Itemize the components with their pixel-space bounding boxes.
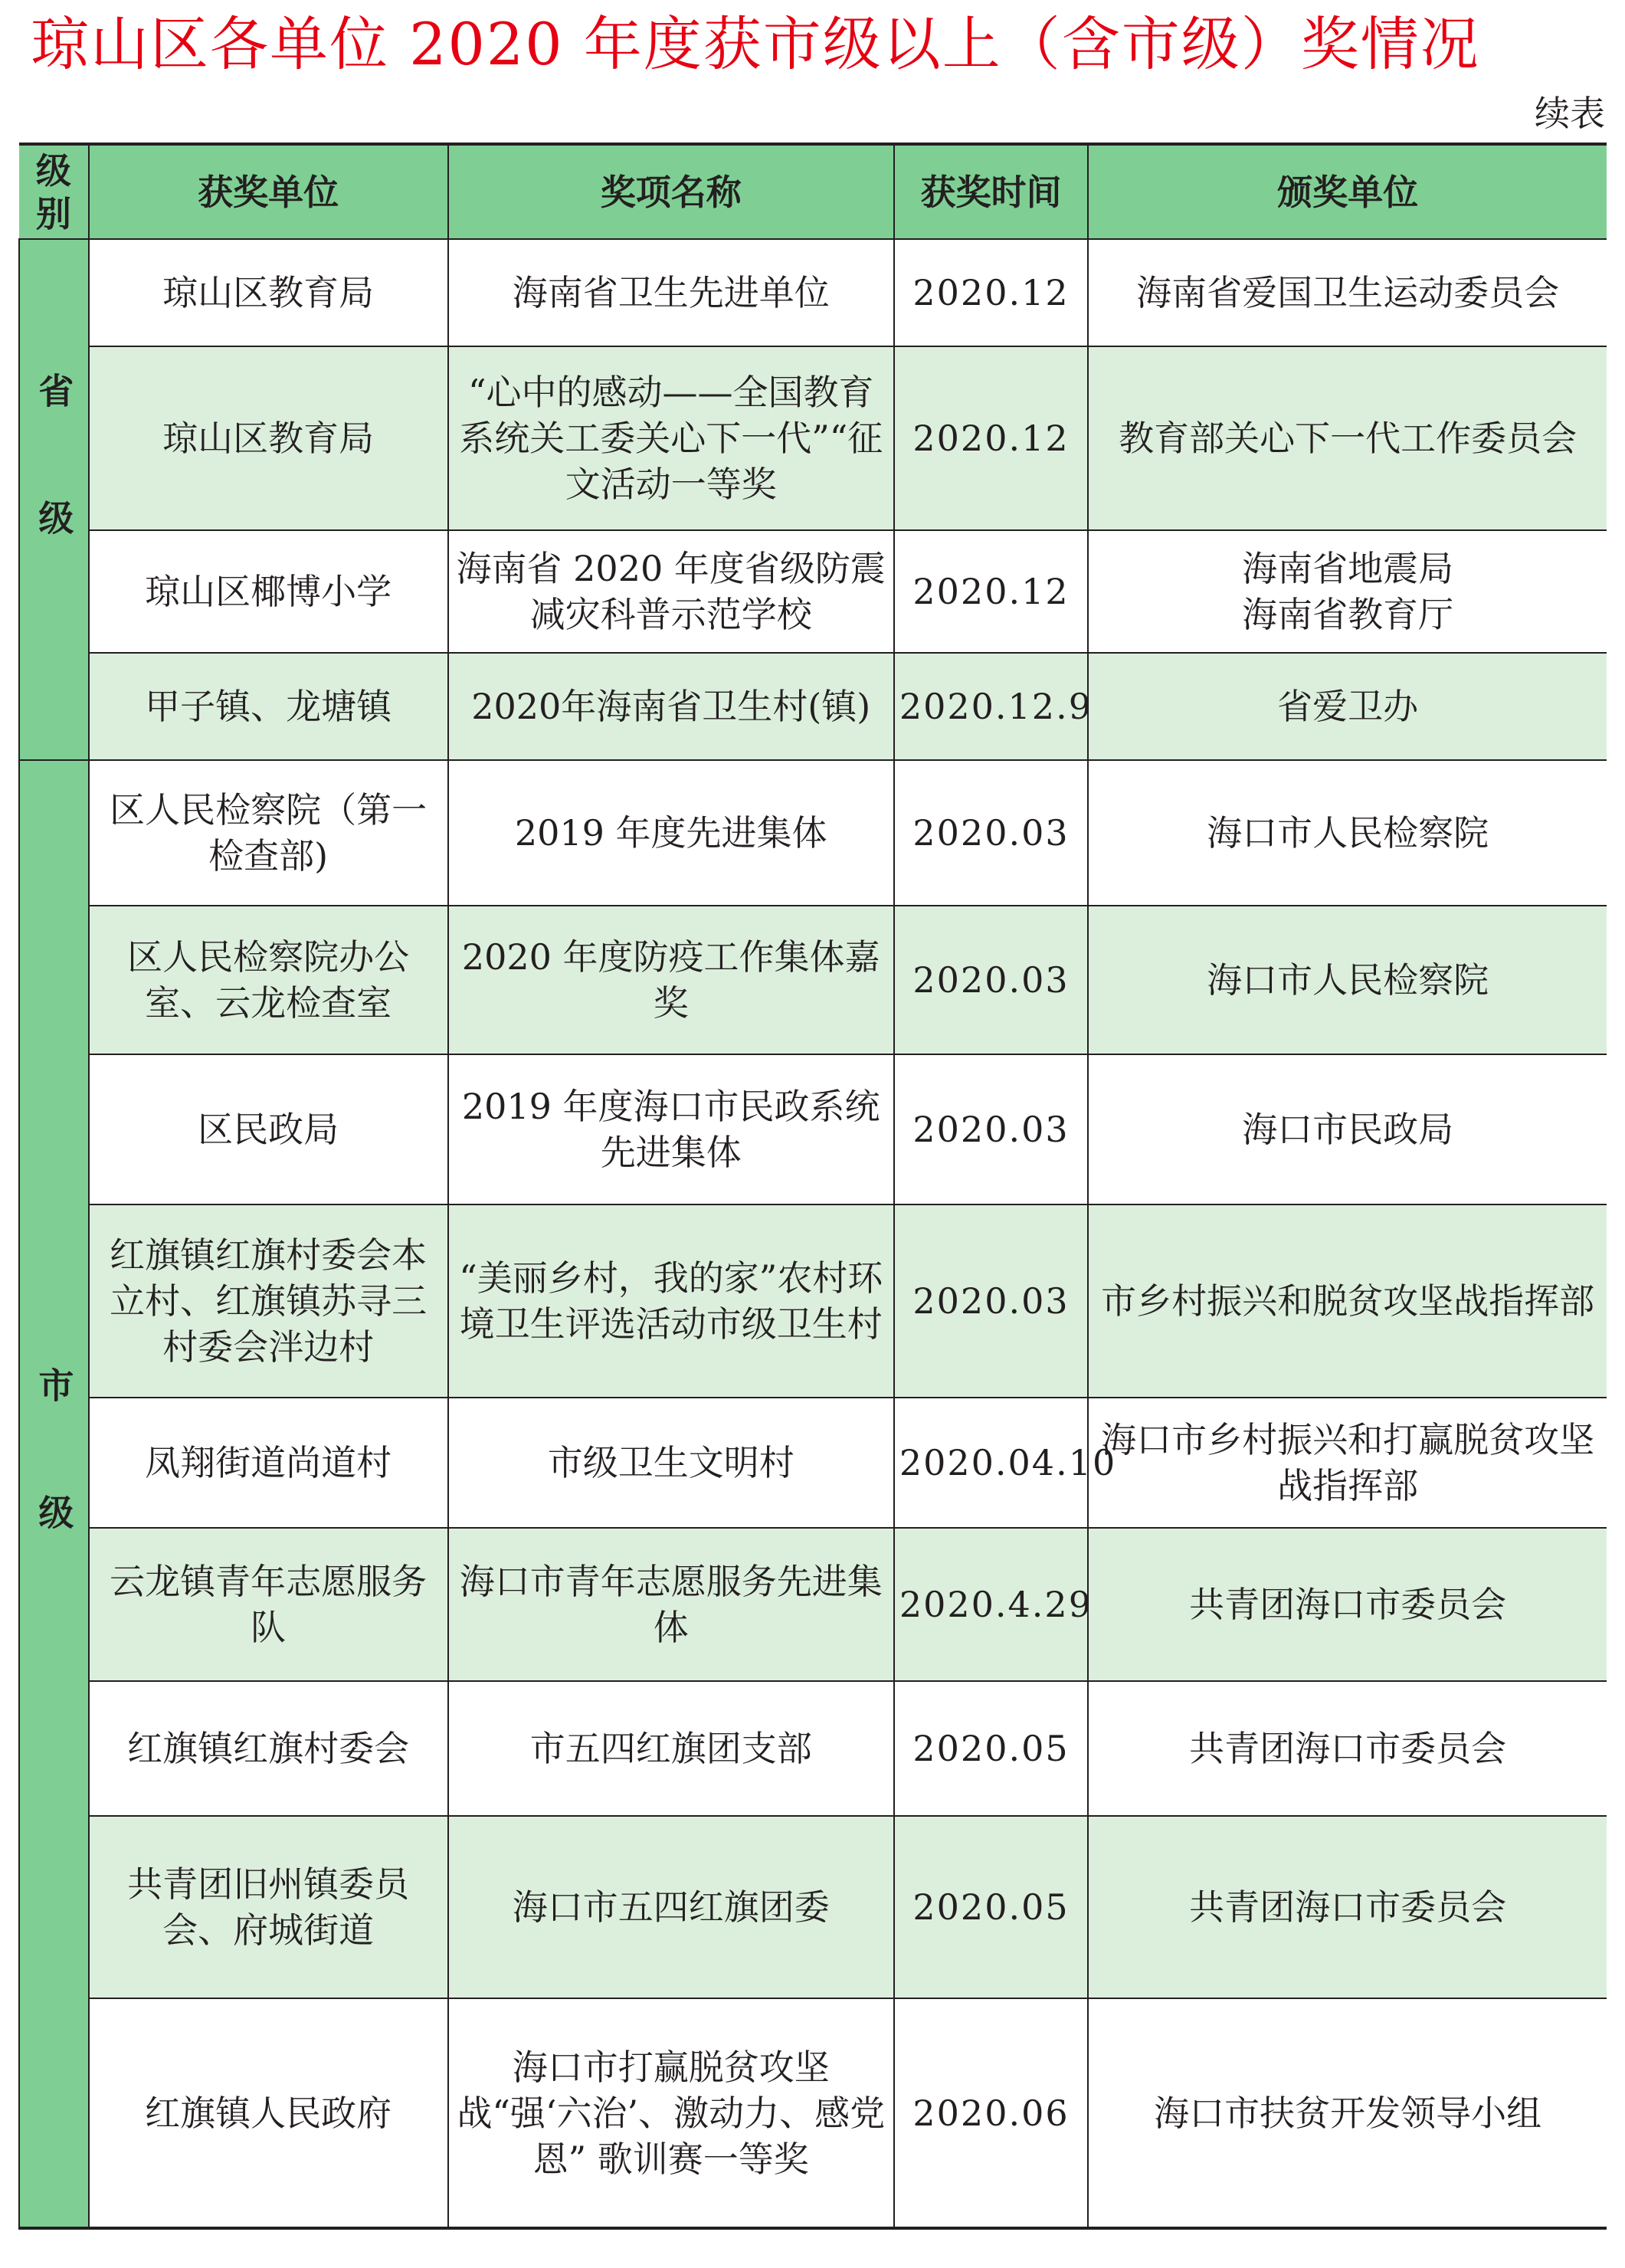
issuer-cell: 海口市人民检察院 xyxy=(1088,760,1607,906)
unit-cell: 云龙镇青年志愿服务队 xyxy=(89,1528,448,1681)
unit-cell: 红旗镇人民政府 xyxy=(89,1998,448,2228)
date-cell: 2020.12 xyxy=(894,530,1088,653)
award-cell: 市级卫生文明村 xyxy=(448,1398,894,1528)
table-row xyxy=(19,1681,1607,1816)
continued-label: 续表 xyxy=(1535,93,1605,134)
page-title: 琼山区各单位 2020 年度获市级以上（含市级）奖情况 xyxy=(31,10,1480,78)
date-cell: 2020.04.10 xyxy=(894,1398,1088,1528)
issuer-cell: 共青团海口市委员会 xyxy=(1088,1528,1607,1681)
table-row xyxy=(19,239,1607,346)
date-cell: 2020.05 xyxy=(894,1681,1088,1816)
column-header-award: 奖项名称 xyxy=(448,144,894,239)
table-row xyxy=(19,1054,1607,1204)
unit-cell: 红旗镇红旗村委会本立村、红旗镇苏寻三村委会泮边村 xyxy=(89,1204,448,1398)
table-row xyxy=(19,346,1607,530)
header-row xyxy=(19,144,1607,239)
award-cell: 海口市青年志愿服务先进集体 xyxy=(448,1528,894,1681)
award-cell: 海口市五四红旗团委 xyxy=(448,1816,894,1998)
issuer-cell: 省爱卫办 xyxy=(1088,653,1607,760)
award-cell: 2020年海南省卫生村(镇) xyxy=(448,653,894,760)
table-row xyxy=(19,530,1607,653)
table-row xyxy=(19,1816,1607,1998)
award-cell: “心中的感动——全国教育系统关工委关心下一代”“征文活动一等奖 xyxy=(448,346,894,530)
issuer-cell: 海南省爱国卫生运动委员会 xyxy=(1088,239,1607,346)
level-cell-municipal: 市级 xyxy=(19,760,89,2228)
date-cell: 2020.12.9 xyxy=(894,653,1088,760)
award-cell: “美丽乡村，我的家”农村环境卫生评选活动市级卫生村 xyxy=(448,1204,894,1398)
date-cell: 2020.12 xyxy=(894,346,1088,530)
date-cell: 2020.12 xyxy=(894,239,1088,346)
issuer-cell: 海南省地震局 海南省教育厅 xyxy=(1088,530,1607,653)
issuer-cell: 海口市乡村振兴和打赢脱贫攻坚战指挥部 xyxy=(1088,1398,1607,1528)
table-row xyxy=(19,1998,1607,2228)
unit-cell: 区人民检察院（第一检查部) xyxy=(89,760,448,906)
issuer-cell: 海口市民政局 xyxy=(1088,1054,1607,1204)
unit-cell: 凤翔街道尚道村 xyxy=(89,1398,448,1528)
issuer-cell: 海口市人民检察院 xyxy=(1088,906,1607,1054)
unit-cell: 琼山区椰博小学 xyxy=(89,530,448,653)
column-header-unit: 获奖单位 xyxy=(89,144,448,239)
issuer-cell: 共青团海口市委员会 xyxy=(1088,1681,1607,1816)
column-header-issuer: 颁奖单位 xyxy=(1088,144,1607,239)
table-row xyxy=(19,760,1607,906)
date-cell: 2020.03 xyxy=(894,906,1088,1054)
award-cell: 海口市打赢脱贫攻坚战“强‘六治’、激动力、感党恩” 歌训赛一等奖 xyxy=(448,1998,894,2228)
unit-cell: 甲子镇、龙塘镇 xyxy=(89,653,448,760)
date-cell: 2020.03 xyxy=(894,760,1088,906)
date-cell: 2020.05 xyxy=(894,1816,1088,1998)
unit-cell: 琼山区教育局 xyxy=(89,346,448,530)
issuer-cell: 市乡村振兴和脱贫攻坚战指挥部 xyxy=(1088,1204,1607,1398)
award-cell: 2020 年度防疫工作集体嘉奖 xyxy=(448,906,894,1054)
table-row xyxy=(19,1204,1607,1398)
issuer-cell: 教育部关心下一代工作委员会 xyxy=(1088,346,1607,530)
table-row xyxy=(19,1398,1607,1528)
award-cell: 2019 年度先进集体 xyxy=(448,760,894,906)
date-cell: 2020.4.29 xyxy=(894,1528,1088,1681)
column-header-date: 获奖时间 xyxy=(894,144,1088,239)
award-cell: 2019 年度海口市民政系统先进集体 xyxy=(448,1054,894,1204)
date-cell: 2020.03 xyxy=(894,1204,1088,1398)
unit-cell: 红旗镇红旗村委会 xyxy=(89,1681,448,1816)
table-row xyxy=(19,653,1607,760)
level-cell-provincial: 省级 xyxy=(19,239,89,760)
date-cell: 2020.03 xyxy=(894,1054,1088,1204)
issuer-cell: 共青团海口市委员会 xyxy=(1088,1816,1607,1998)
award-cell: 海南省卫生先进单位 xyxy=(448,239,894,346)
unit-cell: 区人民检察院办公室、云龙检查室 xyxy=(89,906,448,1054)
award-table xyxy=(18,143,1607,2230)
unit-cell: 共青团旧州镇委员会、府城街道 xyxy=(89,1816,448,1998)
column-header-level: 级别 xyxy=(19,144,89,239)
table-row xyxy=(19,906,1607,1054)
unit-cell: 区民政局 xyxy=(89,1054,448,1204)
award-cell: 市五四红旗团支部 xyxy=(448,1681,894,1816)
issuer-cell: 海口市扶贫开发领导小组 xyxy=(1088,1998,1607,2228)
unit-cell: 琼山区教育局 xyxy=(89,239,448,346)
table-row xyxy=(19,1528,1607,1681)
award-cell: 海南省 2020 年度省级防震减灾科普示范学校 xyxy=(448,530,894,653)
date-cell: 2020.06 xyxy=(894,1998,1088,2228)
